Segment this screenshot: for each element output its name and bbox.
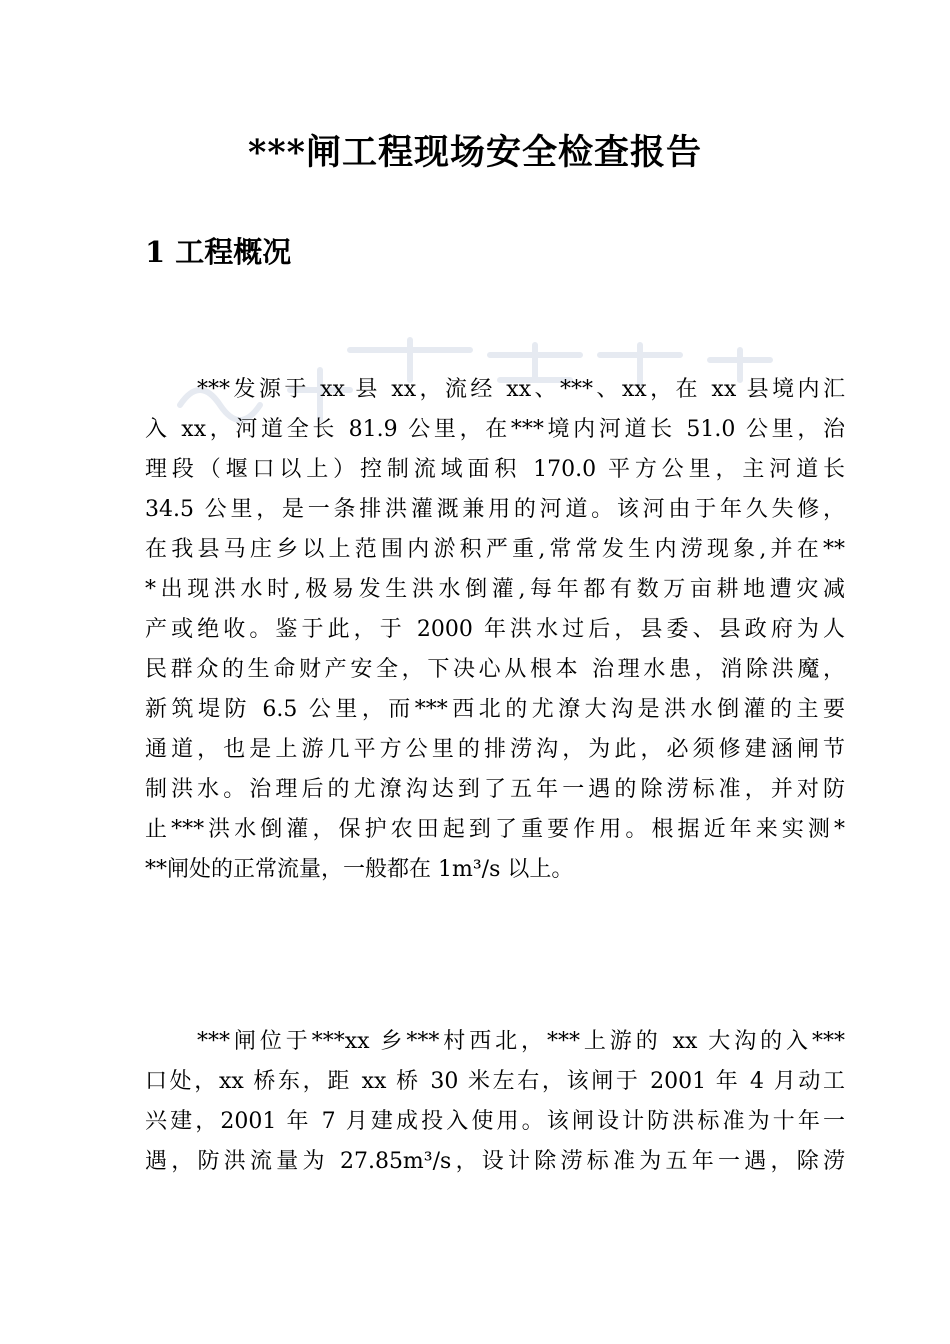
- paragraph-line: 兴建，2001 年 7 月建成投入使用。该闸设计防洪标准为十年一: [145, 1109, 845, 1134]
- paragraph-line: 遇，防洪流量为 27.85m³/s，设计除涝标准为五年一遇，除涝: [145, 1149, 845, 1174]
- paragraph-line: 止***洪水倒灌，保护农田起到了重要作用。根据近年来实测*: [145, 817, 845, 842]
- paragraph-line: 理段（堰口以上）控制流域面积 170.0 平方公里，主河道长: [145, 457, 845, 482]
- paragraph-project-overview: [145, 370, 845, 890]
- paragraph-line: 新筑堤防 6.5 公里，而***西北的尤潦大沟是洪水倒灌的主要: [145, 697, 845, 722]
- paragraph-line: **闸处的正常流量，一般都在 1m³/s 以上。: [145, 857, 574, 882]
- paragraph-line: ***闸位于***xx 乡***村西北，***上游的 xx 大沟的入***: [197, 1029, 845, 1054]
- document-title: ***闸工程现场安全检查报告: [248, 132, 702, 173]
- section-heading: 1 工程概况: [145, 235, 292, 269]
- paragraph-line: 口处，xx 桥东，距 xx 桥 30 米左右，该闸于 2001 年 4 月动工: [145, 1069, 845, 1094]
- paragraph-line: ***发源于 xx 县 xx，流经 xx、***、xx，在 xx 县境内汇: [197, 377, 845, 402]
- paragraph-line: 产或绝收。鉴于此，于 2000 年洪水过后，县委、县政府为人: [145, 617, 845, 642]
- paragraph-line: 民群众的生命财产安全，下决心从根本 治理水患，消除洪魔，: [145, 657, 845, 682]
- paragraph-sluice-location: [145, 1022, 845, 1182]
- paragraph-line: 在我县马庄乡以上范围内淤积严重,常常发生内涝现象,并在**: [145, 537, 845, 562]
- paragraph-line: 34.5 公里，是一条排洪灌溉兼用的河道。该河由于年久失修，: [145, 497, 845, 522]
- paragraph-line: 制洪水。治理后的尤潦沟达到了五年一遇的除涝标准，并对防: [145, 777, 845, 802]
- paragraph-line: 通道，也是上游几平方公里的排涝沟，为此，必须修建涵闸节: [145, 737, 845, 762]
- paragraph-line: *出现洪水时,极易发生洪水倒灌,每年都有数万亩耕地遭灾减: [145, 577, 845, 602]
- paragraph-line: 入 xx，河道全长 81.9 公里，在***境内河道长 51.0 公里，治: [145, 417, 845, 442]
